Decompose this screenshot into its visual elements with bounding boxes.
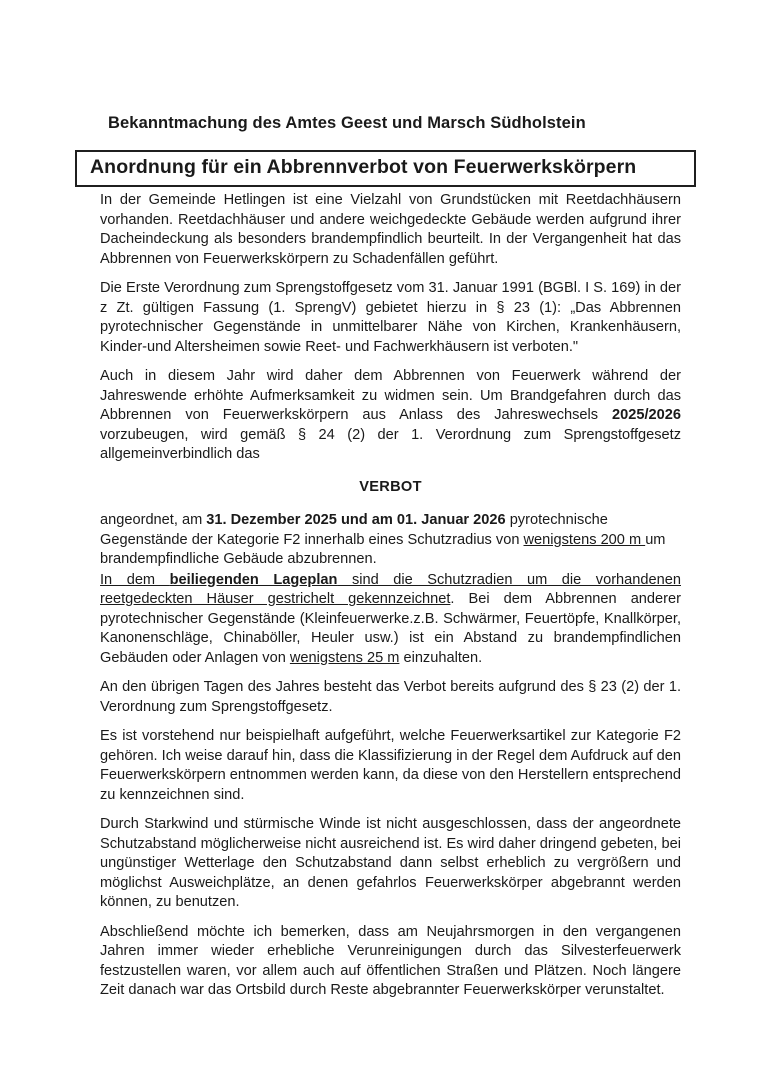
underlined-distance-200m: wenigstens 200 m — [523, 531, 646, 548]
paragraph-anordnung-pre: angeordnet, am — [100, 512, 207, 528]
document-body — [100, 191, 681, 1011]
verbot-heading: VERBOT — [359, 478, 422, 495]
bold-year-range: 2025/2026 — [612, 407, 681, 423]
paragraph-sprengstoffgesetz: Die Erste Verordnung zum Sprengstoffgesetz vom 31. Januar 1991 (BGBl. I S. 169) in der z Zt. gültigen Fassung (1. SprengV) gebietet hierzu in § 23 (1): „Das Abbrennen pyrotechnischer Gegenstände in unmittelbarer Nähe von Kirchen, Krankenhäusern, Kinder-und Altersheimen sowie Reet- und Fachwerkhäusern ist verboten." — [100, 280, 681, 355]
paragraph-lageplan-mid: . Bei dem Abbrennen anderer pyrotechnischer Gegenstände (Kleinfeuerwerke.z.B. Schwärmer, Feuertöpfe, Knallkörper, Kanonenschläge, Chinaböller, Heuler usw.) ist ein Abstand zu brandempfindlichen Gebäuden oder Anlagen von — [100, 591, 681, 666]
paragraph-anordnung-post: um brandempfindliche Gebäude abzubrennen. — [100, 531, 666, 567]
paragraph-kategorie-f2: Es ist vorstehend nur beispielhaft aufgeführt, welche Feuerwerksartikel zur Kategorie F2 gehören. Ich weise darauf hin, dass die Klassifizierung in der Regel dem Aufdruck auf den Feuerwerkskörpern entnommen werden kann, da diese von den Herstellern entsprechend zu kennzeichnen sind. — [100, 728, 681, 803]
underlined-lageplan-post: sind die Schutzradien um die vorhandenen reetgedeckten Häuser gestrichelt gekennzeichnet — [100, 571, 681, 607]
paragraph-abschluss: Abschließend möchte ich bemerken, dass am Neujahrsmorgen in den vergangenen Jahren immer wieder erhebliche Verunreinigungen durch das Silvesterfeuerwerk festzustellen waren, vor allem auch auf öffentlichen Straßen und Plätzen. Noch längere Zeit danach war das Ortsbild durch Reste abgebrannter Feuerwerkskörper verunstaltet. — [100, 923, 681, 998]
document-header: Bekanntmachung des Amtes Geest und Marsch Südholstein — [108, 114, 586, 132]
bold-ban-dates: 31. Dezember 2025 und am 01. Januar 2026 — [206, 512, 506, 528]
paragraph-jahreswechsel-text: Auch in diesem Jahr wird daher dem Abbrennen von Feuerwerk während der Jahreswende erhöhte Aufmerksamkeit zu widmen sein. Um Brandgefahren durch das Abbrennen von Feuerwerkskörpern aus Anlass des Jahreswechsels — [100, 368, 681, 423]
paragraph-uebrige-tage: An den übrigen Tagen des Jahres besteht das Verbot bereits aufgrund des § 23 (2) der 1. Verordnung zum Sprengstoffgesetz. — [100, 679, 681, 715]
underlined-distance-25m: wenigstens 25 m — [289, 649, 400, 666]
paragraph-jahreswechsel-rest: vorzubeugen, wird gemäß § 24 (2) der 1. Verordnung zum Sprengstoffgesetz allgemeinverbindlich das — [100, 426, 681, 462]
paragraph-anordnung — [100, 511, 681, 570]
paragraph-starkwind: Durch Starkwind und stürmische Winde ist nicht ausgeschlossen, dass der angeordnete Schutzabstand möglicherweise nicht ausreichend ist. Es wird daher dringend gebeten, bei ungünstiger Wetterlage den Schutzabstand dann selbst erheblich zu vergrößern und möglichst Ausweichplätze, an denen gefahrlos Feuerwerkskörper abgebrannt werden können, zu benutzen. — [100, 816, 681, 910]
paragraph-lageplan — [100, 571, 681, 669]
paragraph-intro-hetlingen: In der Gemeinde Hetlingen ist eine Vielzahl von Grundstücken mit Reetdachhäusern vorhanden. Reetdachhäuser und andere weichgedeckte Gebäude werden aufgrund ihrer Dacheindeckung als besonders brandempfindlich beurteilt. In der Vergangenheit hat das Abbrennen von Feuerwerkskörpern zu Schadenfällen geführt. — [100, 192, 681, 267]
boxed-document-title: Anordnung für ein Abbrennverbot von Feuerwerkskörpern — [75, 150, 696, 187]
paragraph-lageplan-post: einzuhalten. — [399, 649, 483, 666]
bold-underlined-lageplan: beiliegenden Lageplan — [169, 571, 338, 588]
paragraph-jahreswechsel — [100, 367, 681, 465]
underlined-lageplan-pre: In dem — [100, 571, 170, 588]
paragraph-anordnung-mid: pyrotechnische Gegenstände der Kategorie F2 innerhalb eines Schutzradius von — [100, 512, 608, 548]
